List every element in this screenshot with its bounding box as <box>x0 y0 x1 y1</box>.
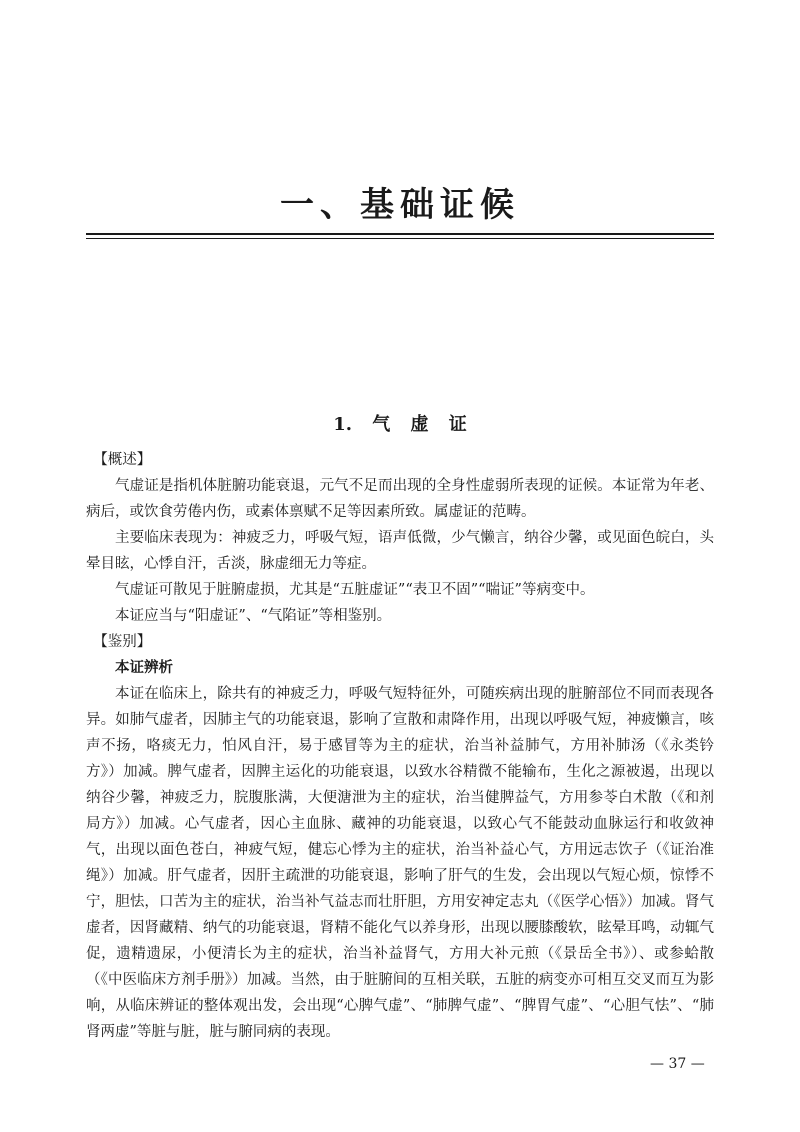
chapter-title: 一、基础证候 <box>280 185 520 225</box>
differentiation-paragraph: 本证在临床上，除共有的神疲乏力，呼吸气短特征外，可随疾病出现的脏腑部位不同而表现各异。如肺气虚者，因肺主气的功能衰退，影响了宣散和肃降作用，出现以呼吸气短，神疲懒言，咳声不扬，咯痰无力，怕风自汗，易于感冒等为主的症状，治当补益肺气，方用补肺汤（《永类钤方》）加减。脾气虚者，因脾主运化的功能衰退，以致水谷精微不能输布，生化之源被遏，出现以纳谷少馨，神疲乏力，脘腹胀满，大便溏泄为主的症状，治当健脾益气，方用参苓白术散（《和剂局方》）加减。心气虚者，因心主血脉、藏神的功能衰退，以致心气不能鼓动血脉运行和收敛神气，出现以面色苍白，神疲气短，健忘心悸为主的症状，治当补益心气，方用远志饮子（《证治准绳》）加减。肝气虚者，因肝主疏泄的功能衰退，影响了肝气的生发，会出现以气短心烦，惊悸不宁，胆怯，口苦为主的症状，治当补气益志而壮肝胆，方用安神定志丸（《医学心悟》）加减。肾气虚者，因肾藏精、纳气的功能衰退，肾精不能化气以养身形，出现以腰膝酸软，眩晕耳鸣，动辄气促，遗精遗尿，小便清长为主的症状，治当补益肾气，方用大补元煎（《景岳全书》）、或参蛤散（《中医临床方剂手册》）加减。当然，由于脏腑间的互相关联，五脏的病变亦可相互交叉而互为影响，从临床辨证的整体观出发，会出现“心脾气虚”、“肺脾气虚”、“脾胃气虚”、“心胆气怯”、“肺肾两虚”等脏与脏，脏与腑同病的表现。 <box>86 686 714 1040</box>
differentiation-heading: 【鉴别】 <box>93 634 152 650</box>
title-rule-thin <box>86 238 714 239</box>
section-title: 1. 气 虚 证 <box>333 414 467 435</box>
body-text <box>86 447 714 1045</box>
overview-paragraph-1: 气虚证是指机体脏腑功能衰退，元气不足而出现的全身性虚弱所表现的证候。本证常为年老、病后，或饮食劳倦内伤，或素体禀赋不足等因素所致。属虚证的范畴。 <box>86 478 714 520</box>
title-rule-thick <box>86 233 714 235</box>
overview-paragraph-2: 主要临床表现为：神疲乏力，呼吸气短，语声低微，少气懒言，纳谷少馨，或见面色皖白，头晕目眩，心悸自汗，舌淡，脉虚细无力等症。 <box>86 530 714 572</box>
overview-paragraph-4: 本证应当与“阳虚证”、“气陷证”等相鉴别。 <box>115 608 392 624</box>
page-number: — 37 — <box>650 1056 705 1072</box>
overview-heading: 【概述】 <box>93 452 152 468</box>
overview-paragraph-3: 气虚证可散见于脏腑虚损，尤其是“五脏虚证”“表卫不固”“喘证”等病变中。 <box>115 582 595 598</box>
differentiation-subheading: 本证辨析 <box>115 659 173 676</box>
